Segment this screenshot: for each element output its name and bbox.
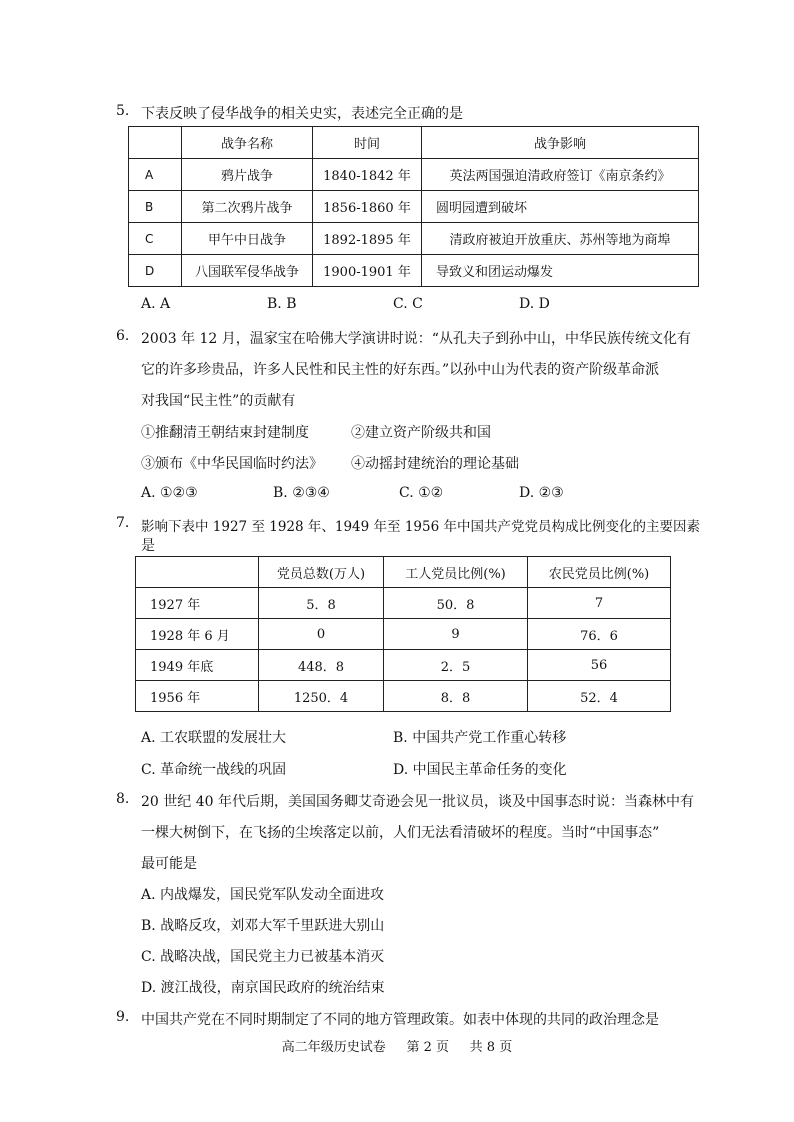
q8-stem-line: 最可能是 xyxy=(141,856,197,872)
q7-stem-line: 是 xyxy=(141,538,155,554)
table-row: 1928 年 6 月 0 9 76．6 xyxy=(136,619,671,650)
q8-option-a[interactable]: A. 内战爆发，国民党军队发动全面进攻 xyxy=(141,887,385,903)
q9-stem: 中国共产党在不同时期制定了不同的地方管理政策。如表中体现的共同的政治理念是 xyxy=(141,1012,659,1028)
q5-number: 5. xyxy=(116,103,130,119)
q5-option-a[interactable]: A. A xyxy=(141,296,171,312)
q7-option-a[interactable]: A. 工农联盟的发展壮大 xyxy=(141,730,287,746)
q6-option-a[interactable]: A. ①②③ xyxy=(141,485,198,501)
table-row: 1956 年 1250．4 8．8 52．4 xyxy=(136,681,671,712)
table-row: 1927 年 5．8 50．8 7 xyxy=(136,588,671,619)
q7-table xyxy=(135,556,671,712)
q8-option-d[interactable]: D. 渡江战役，南京国民政府的统治结束 xyxy=(141,980,385,996)
q5-option-b[interactable]: B. B xyxy=(267,296,297,312)
q8-stem-line: 一棵大树倒下，在飞扬的尘埃落定以前，人们无法看清破坏的程度。当时“中国事态” xyxy=(141,825,660,841)
q6-item-4: ④动摇封建统治的理论基础 xyxy=(351,456,519,472)
q6-option-d[interactable]: D. ②③ xyxy=(519,485,564,501)
q6-item-2: ②建立资产阶级共和国 xyxy=(351,425,491,441)
table-row: A 鸦片战争 1840-1842 年 英法两国强迫清政府签订《南京条约》 xyxy=(129,159,699,191)
table-row: B 第二次鸦片战争 1856-1860 年 圆明园遭到破坏 xyxy=(129,191,699,223)
q9-number: 9. xyxy=(116,1009,130,1025)
page-footer: 高二年级历史试卷 第 2 页 共 8 页 xyxy=(281,1040,513,1055)
q5-option-c[interactable]: C. C xyxy=(393,296,423,312)
q7-number: 7. xyxy=(116,515,130,531)
q6-stem-line: 2003 年 12 月，温家宝在哈佛大学演讲时说：“从孔夫子到孙中山，中华民族传统文化有 xyxy=(141,331,691,347)
q6-stem-line: 对我国“民主性”的贡献有 xyxy=(141,393,296,409)
q5-stem: 下表反映了侵华战争的相关史实，表述完全正确的是 xyxy=(141,106,463,122)
q7-option-c[interactable]: C. 革命统一战线的巩固 xyxy=(141,762,287,778)
table-row: 1949 年底 448．8 2．5 56 xyxy=(136,650,671,681)
table-header-row: 党员总数(万人) 工人党员比例(%) 农民党员比例(%) xyxy=(136,557,671,588)
q7-option-d[interactable]: D. 中国民主革命任务的变化 xyxy=(393,762,567,778)
q8-option-b[interactable]: B. 战略反攻，刘邓大军千里跃进大别山 xyxy=(141,918,385,934)
q6-item-3: ③颁布《中华民国临时约法》 xyxy=(141,456,323,472)
table-header-row: 战争名称 时间 战争影响 xyxy=(129,127,699,159)
q6-option-b[interactable]: B. ②③④ xyxy=(273,485,330,501)
q5-table xyxy=(128,126,699,287)
q8-number: 8. xyxy=(116,791,130,807)
q8-option-c[interactable]: C. 战略决战，国民党主力已被基本消灭 xyxy=(141,949,385,965)
q7-stem-line: 影响下表中 1927 至 1928 年、1949 年至 1956 年中国共产党党员构成比例变化的主要因素 xyxy=(141,519,700,535)
table-row: C 甲午中日战争 1892-1895 年 清政府被迫开放重庆、苏州等地为商埠 xyxy=(129,223,699,255)
table-row: D 八国联军侵华战争 1900-1901 年 导致义和团运动爆发 xyxy=(129,255,699,287)
q5-option-d[interactable]: D. D xyxy=(519,296,550,312)
q7-option-b[interactable]: B. 中国共产党工作重心转移 xyxy=(393,730,567,746)
q6-number: 6. xyxy=(116,328,130,344)
q6-item-1: ①推翻清王朝结束封建制度 xyxy=(141,425,309,441)
q6-option-c[interactable]: C. ①② xyxy=(399,485,444,501)
q8-stem-line: 20 世纪 40 年代后期，美国国务卿艾奇逊会见一批议员，谈及中国事态时说：当森林中有 xyxy=(141,794,694,810)
q6-stem-line: 它的许多珍贵品，许多人民性和民主性的好东西。”以孙中山为代表的资产阶级革命派 xyxy=(141,362,660,378)
